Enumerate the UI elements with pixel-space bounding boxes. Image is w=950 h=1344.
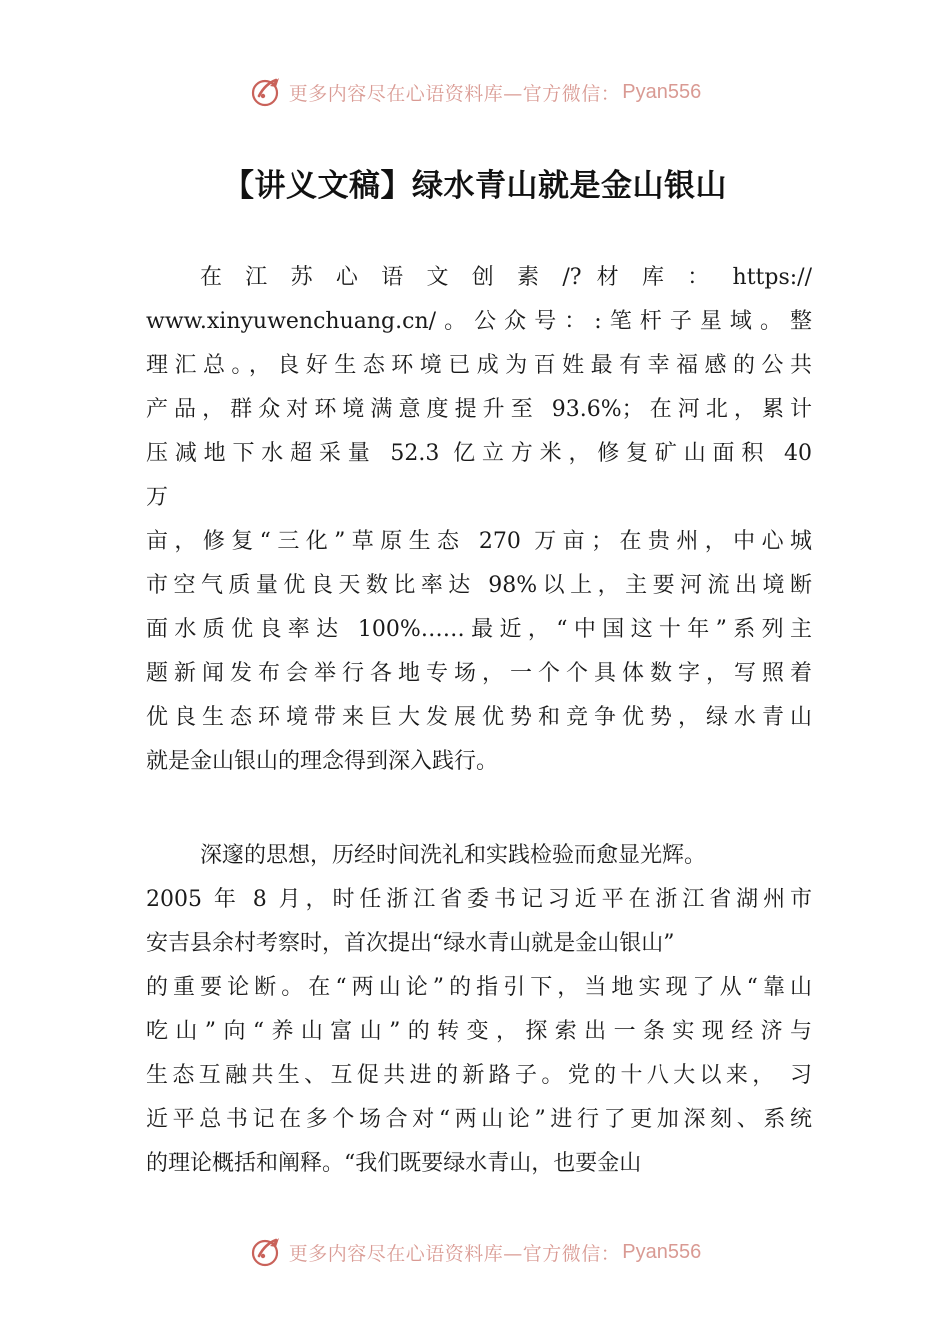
text-line: 生态互融共生、互促共进的新路子。党的十八大以来， 习 — [146, 1063, 812, 1088]
wechat-id: Pyan556 — [622, 1240, 702, 1263]
paragraph-1 — [146, 256, 812, 784]
logo-icon — [249, 74, 285, 110]
text-line: 就是金山银山的理念得到深入践行。 — [146, 749, 499, 774]
text-line: 产品，群众对环境满意度提升至 93.6%；在河北，累计 — [146, 397, 812, 422]
text-line: www.xinyuwenchuang.cn/。公众号：:笔杆子星域。整 — [146, 309, 812, 334]
text-line: 万 — [146, 485, 169, 510]
text-line: 2005 年 8 月，时任浙江省委书记习近平在浙江省湖州市 — [146, 887, 812, 912]
text-line: 压减地下水超采量 52.3 亿立方米，修复矿山面积 40 — [146, 441, 812, 466]
footer-banner — [0, 1230, 950, 1274]
text-line: 吃山”向“养山富山”的转变，探索出一条实现经济与 — [146, 1019, 812, 1044]
text-line: 的理论概括和阐释。“我们既要绿水青山，也要金山 — [146, 1151, 642, 1176]
text-line: 题新闻发布会举行各地专场，一个个具体数字，写照着 — [146, 661, 812, 686]
text-line: 亩，修复“三化”草原生态 270 万亩；在贵州，中心城 — [146, 529, 812, 554]
text-line: 面水质优良率达 100%……最近，“中国这十年”系列主 — [146, 617, 812, 642]
text-line: 深邃的思想，历经时间洗礼和实践检验而愈显光辉。 — [200, 843, 707, 868]
text-line: 安吉县余村考察时，首次提出“绿水青山就是金山银山” — [146, 931, 675, 956]
logo-icon — [249, 1234, 285, 1270]
text-line: 理汇总。，良好生态环境已成为百姓最有幸福感的公共 — [146, 353, 812, 378]
text-line: 近平总书记在多个场合对“两山论”进行了更加深刻、系统 — [146, 1107, 812, 1132]
banner-text: 更多内容尽在心语资料库—官方微信： — [288, 1242, 621, 1265]
text-line: 在 江 苏 心 语 文 创 素 /? 材 库 ： https:// — [200, 265, 812, 290]
document-title: 【讲义文稿】绿水青山就是金山银山 — [223, 168, 727, 204]
paragraph-2 — [146, 834, 812, 1186]
wechat-id: Pyan556 — [622, 80, 702, 103]
text-line: 的重要论断。在“两山论”的指引下，当地实现了从“靠山 — [146, 975, 812, 1000]
header-banner — [0, 70, 950, 114]
text-line: 优良生态环境带来巨大发展优势和竞争优势，绿水青山 — [146, 705, 812, 730]
text-line: 市空气质量优良天数比率达 98%以上，主要河流出境断 — [146, 573, 812, 598]
banner-text: 更多内容尽在心语资料库—官方微信： — [288, 82, 621, 105]
